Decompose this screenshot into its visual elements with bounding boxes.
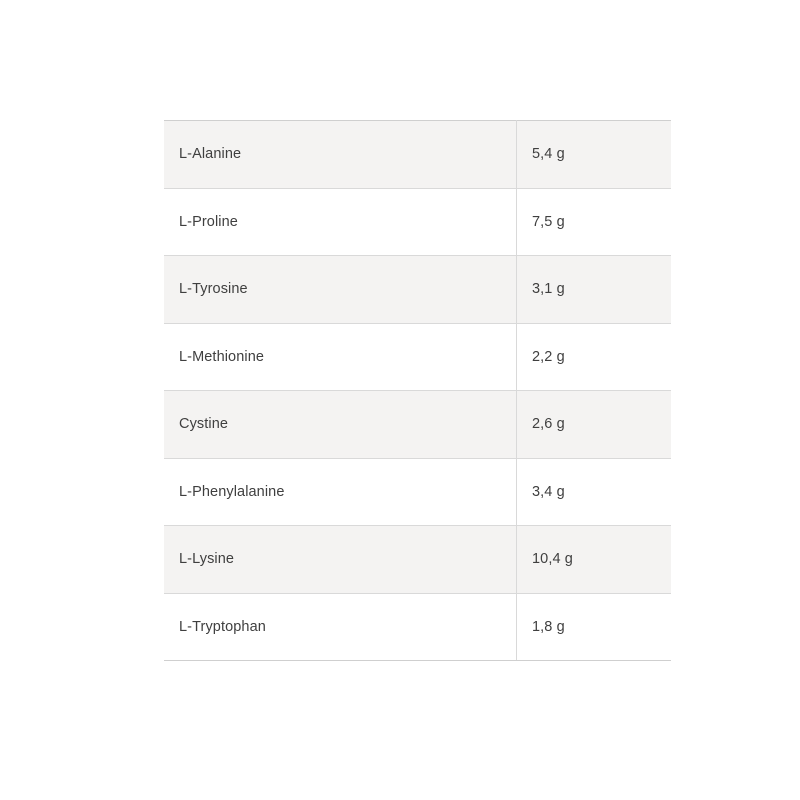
amino-acid-amount: 10,4 g xyxy=(517,526,672,594)
amino-acid-name: Cystine xyxy=(164,391,517,459)
amino-acid-name: L-Tryptophan xyxy=(164,593,517,661)
amino-acid-amount: 3,4 g xyxy=(517,458,672,526)
amino-acid-amount: 1,8 g xyxy=(517,593,672,661)
table-row xyxy=(164,188,671,256)
amino-acid-amount: 3,1 g xyxy=(517,256,672,324)
amino-acid-profile-table xyxy=(164,120,671,661)
table-row xyxy=(164,121,671,189)
amino-acid-name: L-Alanine xyxy=(164,121,517,189)
amino-acid-name: L-Proline xyxy=(164,188,517,256)
table-row xyxy=(164,323,671,391)
table-row xyxy=(164,256,671,324)
amino-acid-amount: 2,2 g xyxy=(517,323,672,391)
amino-acid-amount: 5,4 g xyxy=(517,121,672,189)
table-row xyxy=(164,526,671,594)
amino-acid-name: L-Tyrosine xyxy=(164,256,517,324)
amino-acid-name: L-Phenylalanine xyxy=(164,458,517,526)
table-row xyxy=(164,593,671,661)
amino-acid-amount: 2,6 g xyxy=(517,391,672,459)
amino-acid-name: L-Methionine xyxy=(164,323,517,391)
table-row xyxy=(164,458,671,526)
amino-acid-name: L-Lysine xyxy=(164,526,517,594)
table-row xyxy=(164,391,671,459)
table-body xyxy=(164,121,671,661)
amino-acid-amount: 7,5 g xyxy=(517,188,672,256)
